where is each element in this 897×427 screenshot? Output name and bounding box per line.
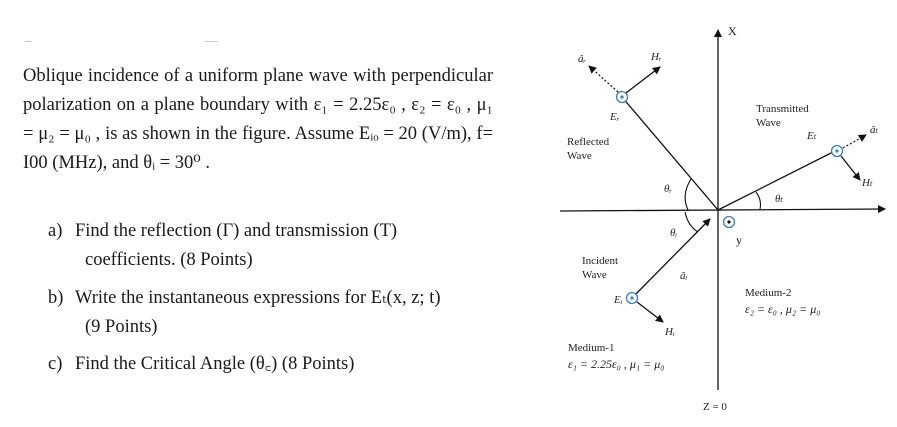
transmitted-e-label: Eₜ <box>807 130 817 142</box>
medium2-name: Medium-2 <box>745 287 792 299</box>
boundary-line <box>560 209 885 211</box>
part-b-label: b) <box>48 288 64 308</box>
medium1-params: ε₁ = 2.25ε₀ , μ₁ = μ₀ <box>568 357 665 371</box>
reflected-a-label: âᵣ <box>578 53 587 65</box>
boundary-label: Z = 0 <box>703 401 727 413</box>
incident-angle-arc <box>685 212 698 232</box>
problem-intro: Oblique incidence of a uniform plane wave with perpendicular polarization on a plane boundary with ε₁ = 2.25ε₀ , ε₂ = ε₀ , μ₁ = μ₂ = μ₀ , is as shown in the figure. Assume Eᵢₒ = 20 (V/m), f= I00 (MHz), and θᵢ = 30⁰ . <box>23 66 493 173</box>
part-a-continuation: coefficients. (8 Points) <box>85 250 253 270</box>
y-axis-dot <box>727 220 730 223</box>
reflected-h-label: Hᵣ <box>651 51 662 63</box>
reflected-a-vector <box>589 66 618 92</box>
incident-h-vector <box>637 302 663 322</box>
incident-e-field-dot <box>630 296 633 299</box>
reflected-h-vector <box>626 67 660 93</box>
incident-a-label: âᵢ <box>680 270 688 282</box>
part-b-text: Write the instantaneous expressions for Eₜ(x, z; t) <box>75 288 441 308</box>
reflected-angle-label: θᵣ <box>664 183 673 195</box>
incident-h-label: Hᵢ <box>665 326 675 338</box>
reflected-wave-label-2: Wave <box>567 150 592 162</box>
transmitted-angle-arc <box>756 192 761 209</box>
transmitted-wave-label-1: Transmitted <box>756 103 809 115</box>
part-b-continuation: (9 Points) <box>85 317 158 337</box>
reflected-wave-label-1: Reflected <box>567 136 610 148</box>
transmitted-wave-label-2: Wave <box>756 117 781 129</box>
medium1-name: Medium-1 <box>568 342 615 354</box>
transmitted-a-label: âₜ <box>870 124 879 136</box>
transmitted-h-vector <box>841 156 860 180</box>
transmitted-a-vector <box>843 135 866 148</box>
transmitted-h-label: Hₜ <box>862 177 873 189</box>
transmitted-angle-label: θₜ <box>775 193 784 205</box>
medium2-params: ε₂ = ε₀ , μ₂ = μ₀ <box>745 302 821 316</box>
transmitted-e-field-dot <box>835 149 838 152</box>
reflected-angle-arc <box>685 179 691 210</box>
incident-wave-label-2: Wave <box>582 269 607 281</box>
x-axis-label: X <box>728 24 737 38</box>
reflected-e-field-dot <box>620 95 623 98</box>
y-axis-label: y <box>736 233 742 247</box>
part-a-label: a) <box>48 221 63 241</box>
part-c-text: Find the Critical Angle (θ꜀) (8 Points) <box>75 354 355 374</box>
incident-wave-label-1: Incident <box>582 255 619 267</box>
reflected-e-label: Eᵣ <box>610 111 620 123</box>
part-a-text: Find the reflection (Γ) and transmission (T) <box>75 221 398 241</box>
incident-angle-label: θᵢ <box>670 227 678 239</box>
incident-e-label: Eᵢ <box>614 294 623 306</box>
part-c-label: c) <box>48 354 63 374</box>
